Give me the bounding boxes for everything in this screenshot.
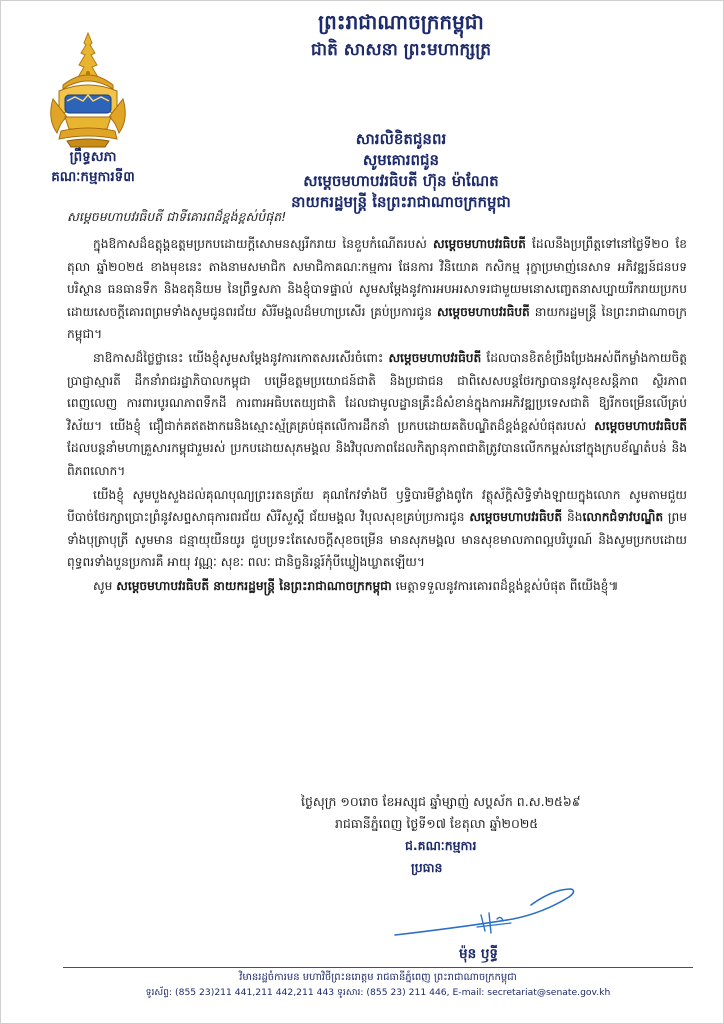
p3-bold-d: លោកជំទាវបណ្ឌិត — [582, 510, 664, 525]
p3-bold-b: សម្តេចមហាបវរធិបតី — [469, 510, 563, 525]
p4-text-c: មេត្តាទទួលនូវការគោរពដ៏ខ្ពង់ខ្ពស់បំផុត ពីយើងខ្ញុំ៕ — [391, 578, 619, 593]
closing-block — [301, 791, 681, 879]
p3-text-a: យើងខ្ញុំ សូមបួងសួងដល់គុណបុណ្យព្រះរតនត្រ័យ គុណកែវទាំងបី ឫទ្ធិបារមីខ្លាំងពូកែ វត្ថុស័ក្តិសិទ្ធិទាំងឡាយក្នុងលោក សូមតាមជួយបីបាច់ថែរក្សាប្រោះព្រំនូវសព្ទសាធុការពរជ័យ សិរីសួស្តី ជ័យមង្គល វិបុលសុខគ្រប់ប្រការជូន — [67, 487, 687, 525]
senate-emblem-icon — [45, 29, 131, 151]
p2-bold-b: សម្តេចមហាបវរធិបតី — [388, 350, 482, 365]
p1-text-c: ដែលនឹងប្រព្រឹត្តទៅនៅថ្ងៃទី២០ ខែតុលា ឆ្នាំ២០២៥ ខាងមុខនេះ តាងនាមសមាជិក សមាជិកាគណៈកម្មការ ផែនការ វិនិយោគ កសិកម្ម រុក្ខាប្រមាញ់នេសាទ អភិវឌ្ឍន៍ជនបទ បរិស្ថាន ធនធានទឹក និងឧតុនិយម នៃព្រឹទ្ធសភា និងខ្ញុំបាទផ្ទាល់ សូមសម្តែងនូវការអបអរសាទរជាមួយមនោសញ្ចេតនាសប្បាយរីករាយប្រកបដោយសេចក្តីគោរពព្រមទាំងសូមជូនពរជ័យ សិរីមង្គលដ៏មហាប្រសើរ គ្រប់ប្រការជូន — [67, 237, 688, 319]
title-line-1: សារលិខិតជូនពរ — [355, 130, 447, 148]
signer-name: ម៉ុន ឫទ្ធី — [459, 946, 498, 962]
p4-bold-b: សម្តេចមហាបវរធិបតី នាយករដ្ឋមន្ត្រី នៃព្រះរាជាណាចក្រកម្ពុជា — [116, 578, 392, 593]
letter-title — [191, 129, 611, 213]
p3-text-e: ព្រមទាំងបុត្រាបុត្រី សូមមាន ជន្មាយុយឺនយូរ ជួបប្រទះតែសេចក្តីសុខចម្រើន មានសុភមង្គល មានសុខមាលភាពល្អបរិបូរណ៍ និងសូមប្រកបដោយពុទ្ធពរទាំងបួនប្រការគឺ អាយុ វណ្ណៈ សុខៈ ពលៈ ជានិច្ចនិរន្តរ៍កុំបីឃ្លៀងឃ្លាតឡើយ។ — [67, 510, 688, 570]
organization-name: ព្រឹទ្ធសភា — [69, 149, 117, 165]
paragraph-1 — [67, 233, 687, 346]
contact-line: ទូរស័ព្ទ: (855 23)211 441,211 442,211 443 ទូរសារ: (855 23) 211 446, E-mail: secretariat@senate.gov.kh — [145, 987, 611, 998]
kingdom-name: ព្រះរាជាណាចក្រកម្ពុជា — [318, 10, 484, 34]
p1-bold-d: សម្តេចមហាបវរធិបតី — [436, 304, 530, 319]
letterhead — [221, 7, 581, 63]
p2-text-e: ដែលបន្តនាំមហាគ្រួសារកម្ពុជារួមរស់ ប្រកបដោយសុភមង្គល និងវិបុលភាពដែលកិត្យានុភាពជាតិត្រូវបានលើកកម្ពស់នៅក្នុងក្របខ័ណ្ឌតំបន់ និងពិភពលោក។ — [67, 441, 687, 478]
p1-bold-b: សម្តេចមហាបវរធិបតី — [433, 237, 526, 251]
address-line: វិមានរដ្ឋចំការមន មហាវិថីព្រះនរោត្តម រាជធានីភ្នំពេញ ព្រះរាជាណាចក្រកម្ពុជា — [239, 972, 517, 983]
p2-text-a: នាឱកាសដ៏ថ្លៃថ្លានេះ យើងខ្ញុំសូមសម្តែងនូវការកោតសរសើរចំពោះ — [93, 350, 389, 365]
organization-block — [23, 147, 163, 187]
p3-text-c: និង — [562, 510, 583, 525]
paragraph-3 — [67, 484, 687, 574]
date-lunar: ថ្ងៃសុក្រ ១០រោច ខែអស្សុជ ឆ្នាំម្សាញ់ សប្តស័ក ព.ស.២៥៦៩ — [301, 794, 581, 809]
footer-divider — [63, 967, 693, 968]
title-line-4: នាយករដ្ឋមន្ត្រី នៃព្រះរាជាណាចក្រកម្ពុជា — [291, 193, 511, 211]
p1-text-a: ក្នុងឱកាសដ៏ឧត្តុង្គឧត្តមប្រកបដោយក្តីសោមនស្សរីករាយ នៃខួបកំណើតរបស់ — [93, 237, 433, 251]
p2-text-c: ដែលបានខិតខំប្រឹងប្រែងអស់ពីកម្លាំងកាយចិត្ត ប្រាជ្ញាស្មារតី ដឹកនាំរាជរដ្ឋាភិបាលកម្ពុជា បម្រើឧត្តមប្រយោជន៍ជាតិ និងប្រជាជន ជាពិសេសបន្តថែរក្សាបាននូវសុខសន្តិភាព ស្ថិរភាពពេញលេញ ការពារបូរណភាពទឹកដី ការពារអធិបតេយ្យជាតិ ដែលជាមូលដ្ឋានគ្រឹះដ៏សំខាន់ក្នុងការអភិវឌ្ឍប្រទេសជាតិ ឱ្យរីកចម្រើនលើគ្រប់វិស័យ។ យើងខ្ញុំ ជឿជាក់គឥតងាករេនិងស្មោះស្ម័គ្រគ្រប់ផុតលើការដឹកនាំ ប្រកបដោយគតិបណ្ឌិតដ៏ខ្ពង់ខ្ពស់បំផុតរបស់ — [67, 350, 687, 433]
on-behalf-label: ជ.គណៈកម្មការ — [405, 838, 477, 853]
title-line-2: សូមគោរពជូន — [362, 151, 440, 169]
p2-bold-d: សម្តេចមហាបវរធិបតី — [594, 418, 687, 433]
paragraph-2 — [67, 347, 687, 483]
committee-name: គណៈកម្មការទី៣ — [51, 169, 135, 185]
position-label: ប្រធាន — [411, 860, 443, 875]
salutation: សម្តេចមហាបវរធិបតី ជាទីគោរពដ៏ខ្ពង់ខ្ពស់បំផុត! — [67, 209, 287, 224]
national-motto: ជាតិ សាសនា ព្រះមហាក្សត្រ — [310, 40, 492, 60]
title-line-3: សម្តេចមហាបវរធិបតី ហ៊ុន ម៉ាណែត — [303, 172, 499, 190]
p1-text-e: នាយករដ្ឋមន្ត្រី នៃព្រះរាជាណាចក្រកម្ពុជា។ — [67, 304, 687, 342]
date-solar: រាជធានីភ្នំពេញ ថ្ងៃទី១៧ ខែតុលា ឆ្នាំ២០២៥ — [335, 816, 539, 831]
handwritten-signature — [393, 875, 583, 945]
footer-address — [63, 970, 693, 1000]
paragraph-4 — [67, 575, 687, 598]
p4-text-a: សូម — [93, 578, 117, 593]
letter-body — [67, 233, 687, 599]
